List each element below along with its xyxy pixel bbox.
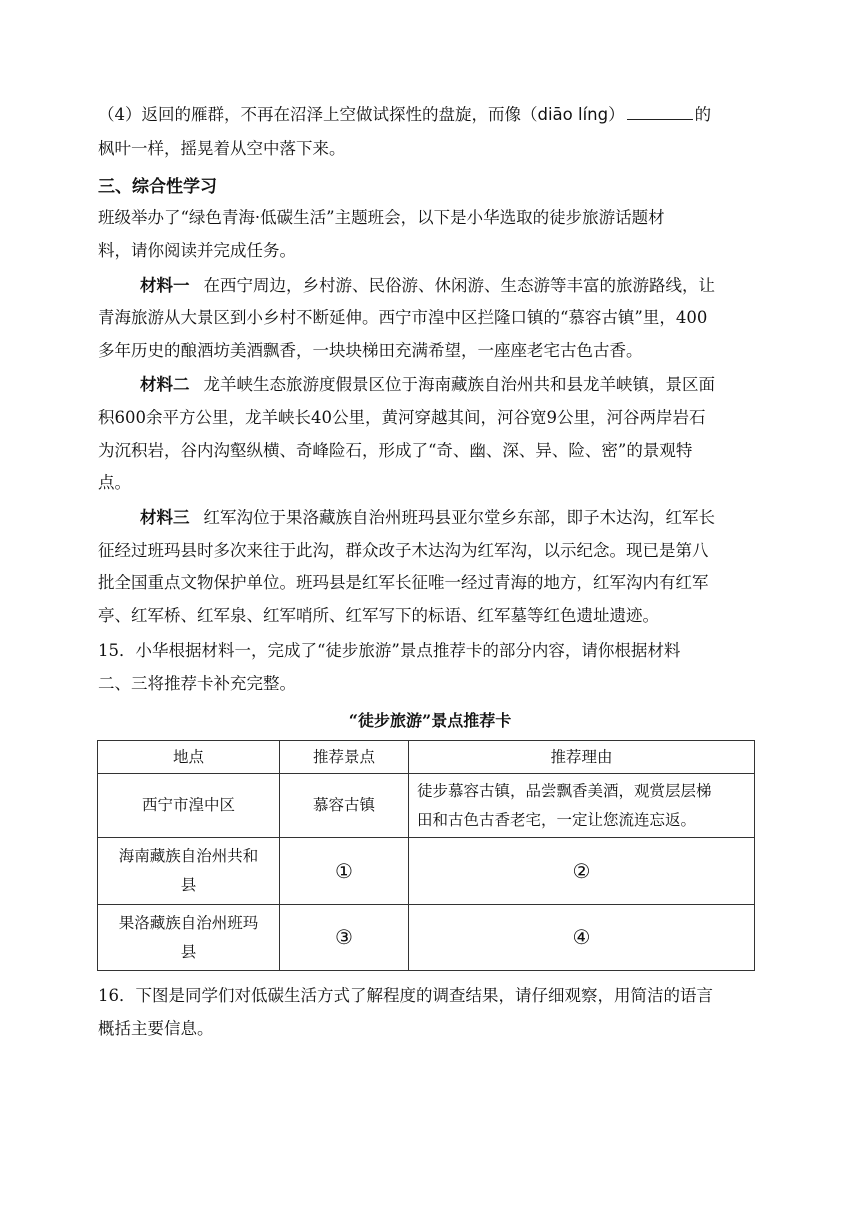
answer-slot-1[interactable]: ① <box>280 838 409 905</box>
question-4-line-1: （4）返回的雁群，不再在沼泽上空做试探性的盘旋，而像（diāo líng） 的 <box>98 105 712 124</box>
material-3-line-3: 批全国重点文物保护单位。班玛县是红军长征唯一经过青海的地方，红军沟内有红军 <box>98 573 709 592</box>
column-header-reason: 推荐理由 <box>409 741 755 774</box>
answer-slot-2[interactable]: ② <box>409 838 755 905</box>
material-2-label: 材料二 <box>140 375 190 394</box>
material-3-label: 材料三 <box>140 508 190 527</box>
material-1-label: 材料一 <box>140 276 190 295</box>
material-3-line-2: 征经过班玛县时多次来往于此沟，群众改子木达沟为红军沟，以示纪念。现已是第八 <box>98 541 709 560</box>
material-1-line-1: 材料一 在西宁周边，乡村游、民俗游、休闲游、生态游等丰富的旅游路线，让 <box>140 276 715 295</box>
column-header-place: 地点 <box>98 741 280 774</box>
place-cell: 西宁市湟中区 <box>98 774 280 838</box>
table-row <box>98 905 755 971</box>
section-3-title: 三、综合性学习 <box>98 177 217 197</box>
pinyin-prompt: diāo líng <box>537 105 609 124</box>
material-2-line-4: 点。 <box>98 473 131 492</box>
place-cell: 海南藏族自治州共和 县 <box>98 838 280 905</box>
column-header-spot: 推荐景点 <box>280 741 409 774</box>
material-2-line-2: 积600余平方公里，龙羊峡长40公里，黄河穿越其间，河谷宽9公里，河谷两岸岩石 <box>98 408 706 427</box>
material-1-line-3: 多年历史的酿酒坊美酒飘香，一块块梯田充满希望，一座座老宅古色古香。 <box>98 341 643 360</box>
material-2-line-1: 材料二 龙羊峡生态旅游度假景区位于海南藏族自治州共和县龙羊峡镇，景区面 <box>140 375 715 394</box>
answer-slot-4[interactable]: ④ <box>409 905 755 971</box>
spot-cell: 慕容古镇 <box>280 774 409 838</box>
section-3-intro-line-2: 料，请你阅读并完成任务。 <box>98 241 296 260</box>
card-title: “徒步旅游”景点推荐卡 <box>348 711 512 730</box>
material-3-line-4: 亭、红军桥、红军泉、红军哨所、红军写下的标语、红军墓等红色遗址遗迹。 <box>98 606 659 625</box>
question-4-line-2: 枫叶一样，摇晃着从空中落下来。 <box>98 139 346 158</box>
table-row <box>98 774 755 838</box>
place-cell: 果洛藏族自治州班玛 县 <box>98 905 280 971</box>
recommendation-card-table <box>97 740 755 971</box>
table-header-row <box>98 741 755 774</box>
answer-slot-3[interactable]: ③ <box>280 905 409 971</box>
section-3-intro-line-1: 班级举办了“绿色青海·低碳生活”主题班会，以下是小华选取的徒步旅游话题材 <box>98 208 665 227</box>
material-3-line-1: 材料三 红军沟位于果洛藏族自治州班玛县亚尔堂乡东部，即子木达沟，红军长 <box>140 508 715 527</box>
question-16-line-2: 概括主要信息。 <box>98 1019 214 1038</box>
question-15-line-2: 二、三将推荐卡补充完整。 <box>98 674 296 693</box>
material-1-line-2: 青海旅游从大景区到小乡村不断延伸。西宁市湟中区拦隆口镇的“慕容古镇”里，400 <box>98 308 708 327</box>
question-16-line-1: 16．下图是同学们对低碳生活方式了解程度的调查结果，请仔细观察，用简洁的语言 <box>98 986 713 1005</box>
table-row <box>98 838 755 905</box>
material-2-line-3: 为沉积岩，谷内沟壑纵横、奇峰险石，形成了“奇、幽、深、异、险、密”的景观特 <box>98 441 693 460</box>
answer-blank[interactable] <box>627 105 693 120</box>
question-15-line-1: 15．小华根据材料一，完成了“徒步旅游”景点推荐卡的部分内容，请你根据材料 <box>98 641 681 660</box>
reason-cell: 徒步慕容古镇，品尝飘香美酒，观赏层层梯 田和古色古香老宅，一定让您流连忘返。 <box>409 774 755 838</box>
